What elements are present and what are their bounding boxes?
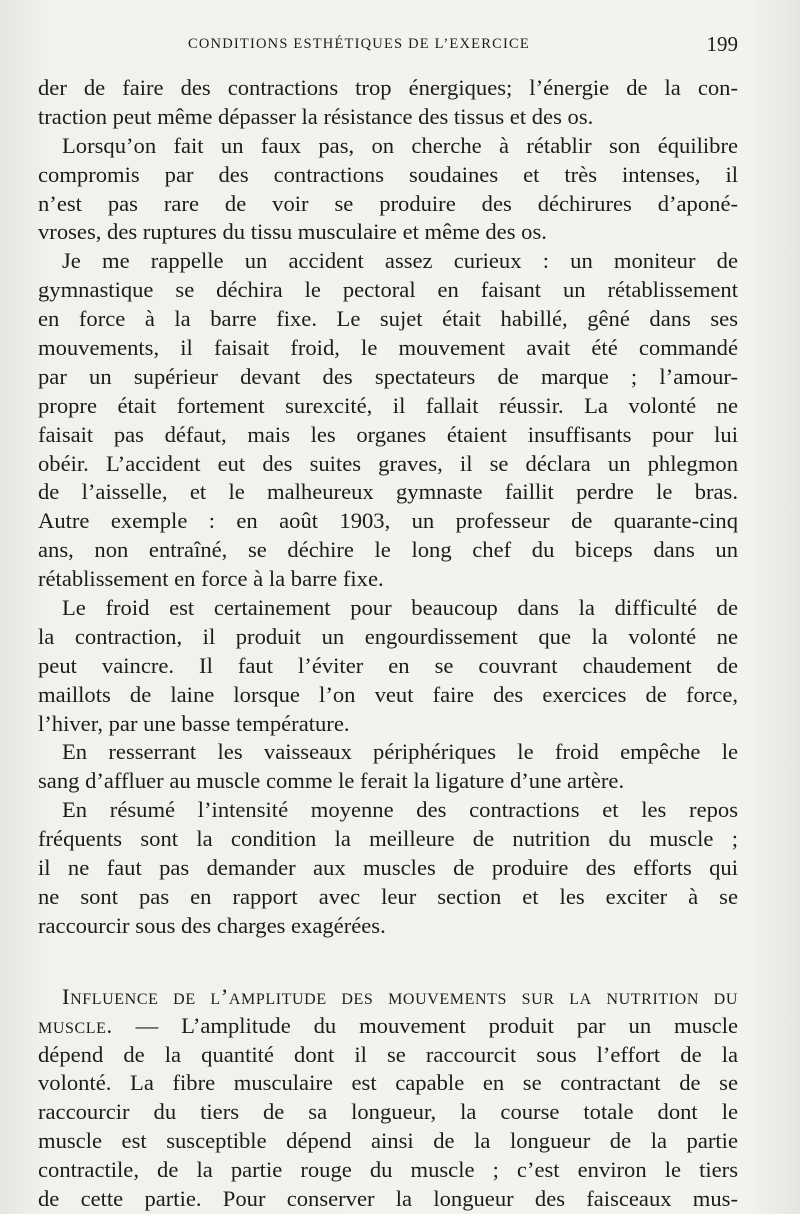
paragraph <box>38 74 738 132</box>
section-heading: Influence de l’amplitude des mouvements sur la nutrition du <box>62 983 738 1009</box>
text-line: de cette partie. Pour conserver la longueur des faisceaux mus- <box>38 1185 738 1211</box>
running-head: CONDITIONS ESTHÉTIQUES DE L’EXERCICE <box>188 36 530 52</box>
text-line: der de faire des contractions trop énergiques; l’énergie de la con- <box>38 75 738 100</box>
text-line: raccourcir sous des charges exagérées. <box>38 912 386 938</box>
text-line: Le froid est certainement pour beaucoup dans la difficulté de <box>62 595 738 621</box>
text-line: gymnastique se déchira le pectoral en faisant un rétablissement <box>38 277 738 303</box>
text-line: sang d’affluer au muscle comme le ferait la ligature d’une artère. <box>38 768 625 794</box>
paragraph <box>38 132 738 248</box>
text-line: en force à la barre fixe. Le sujet était habillé, gêné dans ses <box>38 306 738 332</box>
text-line: ans, non entraîné, se déchire le long chef du biceps dans un <box>38 537 738 563</box>
text-line: Lorsqu’on fait un faux pas, on cherche à rétablir son équilibre <box>62 132 738 158</box>
text-line: traction peut même dépasser la résistance des tissus et des os. <box>38 103 594 129</box>
text-line: rétablissement en force à la barre fixe. <box>38 566 384 592</box>
text-line: contractile, de la partie rouge du muscle ; c’est environ le tiers <box>38 1157 738 1183</box>
section-heading-continued: muscle. <box>38 1012 113 1038</box>
text-line: mouvements, il faisait froid, le mouvement avait été commandé <box>38 335 738 361</box>
text-line: obéir. L’accident eut des suites graves, il se déclara un phlegmon <box>38 450 738 476</box>
text-line: raccourcir du tiers de sa longueur, la course totale dont le <box>38 1099 738 1125</box>
page-header <box>38 34 738 58</box>
text-line: volonté. La fibre musculaire est capable en se contractant de se <box>38 1070 738 1096</box>
paragraph <box>38 738 738 796</box>
body-text <box>38 74 738 1214</box>
text-line: vroses, des ruptures du tissu musculaire et même des os. <box>38 219 547 245</box>
text-segment: — L’amplitude du mouvement produit par un muscle <box>112 1012 738 1038</box>
text-line: Je me rappelle un accident assez curieux : un moniteur de <box>62 248 738 274</box>
paragraph <box>38 247 738 594</box>
text-line: maillots de laine lorsque l’on veut faire des exercices de force, <box>38 681 738 707</box>
text-line: compromis par des contractions soudaines et très intenses, il <box>38 161 738 187</box>
text-line: l’hiver, par une basse température. <box>38 710 350 736</box>
section-spacer <box>38 941 738 983</box>
text-line: il ne faut pas demander aux muscles de produire des efforts qui <box>38 855 738 881</box>
text-line: fréquents sont la condition la meilleure de nutrition du muscle ; <box>38 826 738 852</box>
text-line: de l’aisselle, et le malheureux gymnaste faillit perdre le bras. <box>38 479 738 505</box>
text-line: propre était fortement surexcité, il fallait réussir. La volonté ne <box>38 392 738 418</box>
paragraph <box>38 594 738 738</box>
text-line: Autre exemple : en août 1903, un professeur de quarante-cinq <box>38 508 738 534</box>
text-line: n’est pas rare de voir se produire des déchirures d’aponé- <box>38 190 738 216</box>
text-line: peut vaincre. Il faut l’éviter en se couvrant chaudement de <box>38 652 738 678</box>
text-line <box>38 1012 738 1041</box>
text-line: par un supérieur devant des spectateurs de marque ; l’amour- <box>38 363 738 389</box>
text-line: En résumé l’intensité moyenne des contractions et les repos <box>62 797 738 823</box>
text-line: muscle est susceptible dépend ainsi de la longueur de la partie <box>38 1128 738 1154</box>
section-influence <box>38 983 738 1214</box>
text-line: faisait pas défaut, mais les organes étaient insuffisants pour lui <box>38 421 738 447</box>
text-line: ne sont pas en rapport avec leur section et les exciter à se <box>38 883 738 909</box>
paragraph <box>38 796 738 940</box>
page-number: 199 <box>706 32 738 56</box>
text-line: dépend de la quantité dont il se raccourcit sous l’effort de la <box>38 1041 738 1067</box>
text-line: En resserrant les vaisseaux périphériques le froid empêche le <box>62 739 738 765</box>
text-line: la contraction, il produit un engourdissement que la volonté ne <box>38 623 738 649</box>
